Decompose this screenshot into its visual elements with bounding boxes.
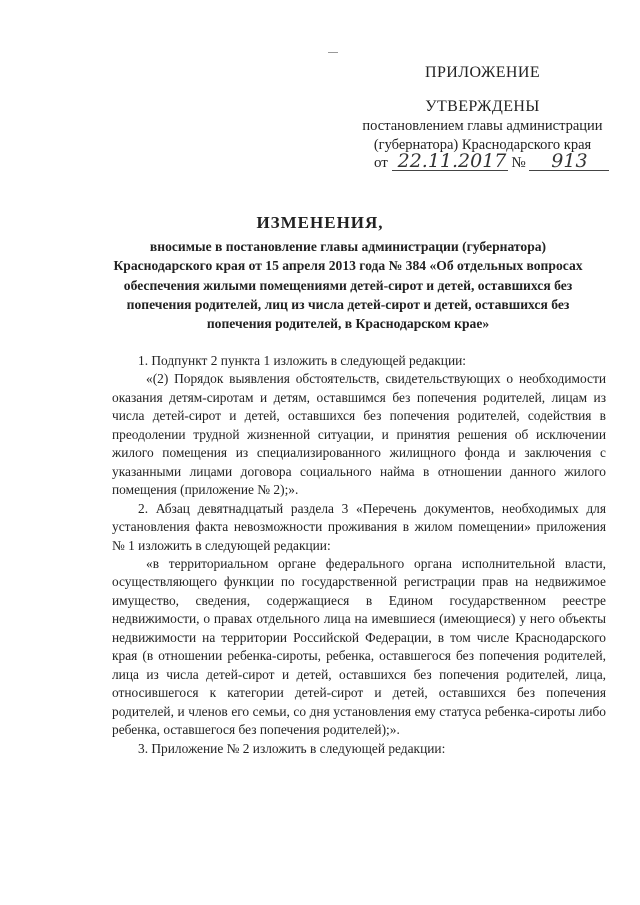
document-subtitle: вносимые в постановление главы администрации (губернатора) Краснодарского края от 15 апреля 2013 года № 384 «Об отдельных вопросах обеспечения жилыми помещениями детей-сирот и детей, оставшихся без попечения родителей, лиц из числа детей-сирот и детей, оставшихся без попечения родителей, в Краснодарском крае» — [113, 239, 583, 332]
scan-mark — [328, 52, 338, 53]
paragraph-item-3: 3. Приложение № 2 изложить в следующей редакции: — [138, 740, 446, 756]
handwritten-date: 22.11.2017 — [392, 152, 508, 171]
paragraph-item-1: 1. Подпункт 2 пункта 1 изложить в следующей редакции: — [138, 353, 466, 368]
number-prefix: № — [511, 155, 526, 171]
date-prefix: от — [374, 155, 388, 171]
document-title: ИЗМЕНЕНИЯ, — [256, 213, 384, 232]
appendix-label: ПРИЛОЖЕНИЕ — [424, 64, 540, 81]
approval-decree-line: постановлением главы администрации — [362, 118, 603, 134]
date-number-row — [374, 152, 609, 172]
document-body — [112, 352, 606, 758]
paragraph-item-2: 2. Абзац девятнадцатый раздела 3 «Перечень документов, необходимых для установления факта невозможности проживания в жилом помещении» приложения № 1 изложить в следующей редакции: — [112, 500, 606, 553]
paragraph-quote-1: «(2) Порядок выявления обстоятельств, свидетельствующих о необходимости оказания детям-сиротам и детям, оставшимся без попечения родителей, лицам из числа детей-сирот и детей, оставшихся без попечения родителей, содействия в преодолении трудной жизненной ситуации, и принятия решения об исключении жилого помещения из специализированного жилищного фонда и заключения с указанными лицами договора социального найма в отношении данного жилого помещения (приложение № 2);». — [112, 371, 606, 498]
paragraph-quote-2: «в территориальном органе федерального органа исполнительной власти, осуществляющего функции по государственной регистрации прав на недвижимое имущество, сведения, содержащиеся в Едином государственном реестре недвижимости, о правах отдельного лица на имевшиеся (имеющиеся) у него объекты недвижимости на территории Российской Федерации, в том числе Краснодарского края (в отношении ребенка-сироты, ребенка, оставшегося без попечения родителей, лица из числа детей-сирот и детей, оставшихся без попечения родителей, лица, относившегося к категории детей-сирот и детей, оставшихся без попечения родителей, и членов его семьи, со дня установления ему статуса ребенка-сироты либо ребенка, оставшегося без попечения родителей);». — [112, 555, 606, 738]
approval-governor-line: (губернатора) Краснодарского края — [373, 137, 592, 153]
handwritten-number: 913 — [529, 152, 609, 171]
approved-label: УТВЕРЖДЕНЫ — [425, 98, 540, 115]
